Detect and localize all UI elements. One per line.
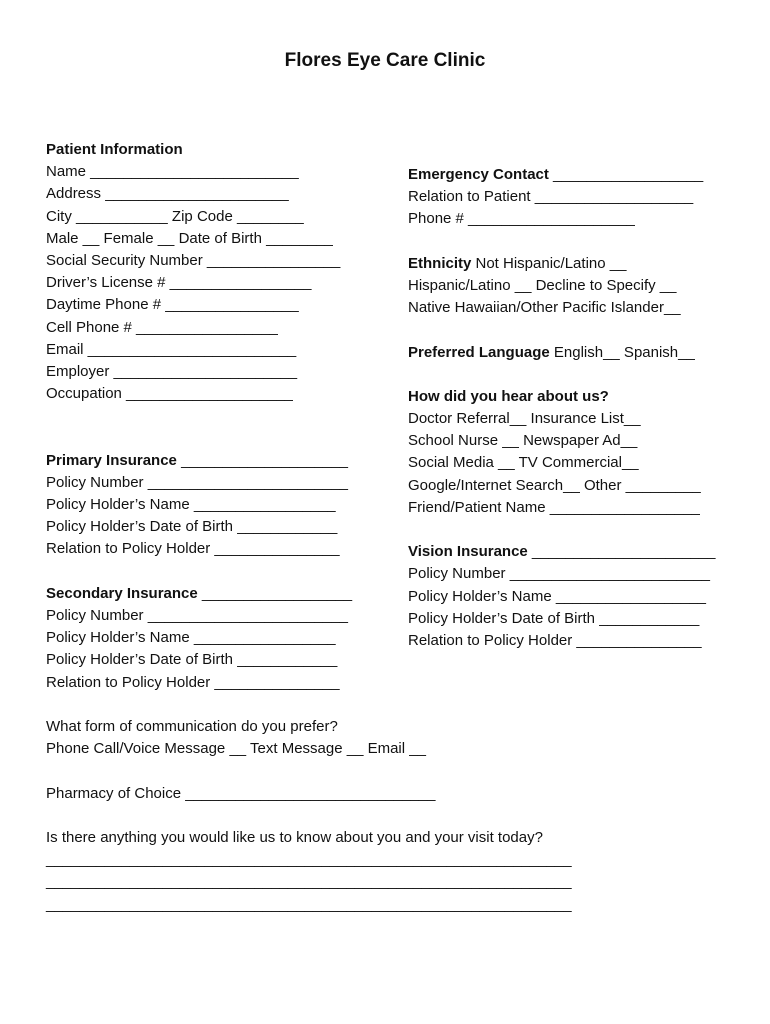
pharmacy-field[interactable]: Pharmacy of Choice ______________________________ [46, 784, 436, 802]
emergency-relation-field[interactable]: Relation to Patient ___________________ [408, 188, 694, 206]
vision-insurance-field[interactable] [408, 541, 715, 563]
ethnicity-field[interactable] [408, 253, 715, 275]
secondary-insurance-field[interactable] [46, 583, 352, 605]
ethnicity-option-not-hispanic[interactable]: Not Hispanic/Latino __ [471, 254, 627, 272]
email-field[interactable]: Email _________________________ [46, 340, 297, 358]
spacer [408, 519, 715, 541]
secondary-insurance-heading: Secondary Insurance [46, 584, 198, 602]
ethnicity-options-line-1[interactable]: Hispanic/Latino __ Decline to Specify __ [408, 276, 677, 294]
primary-insurance-heading: Primary Insurance [46, 451, 177, 469]
spacer [46, 805, 572, 827]
primary-relation-field[interactable]: Relation to Policy Holder _______________ [46, 540, 340, 558]
primary-insurance-blank[interactable]: ____________________ [176, 451, 348, 469]
emergency-phone-field[interactable]: Phone # ____________________ [408, 210, 635, 228]
referral-options-line-1[interactable]: Doctor Referral__ Insurance List__ [408, 410, 641, 428]
referral-options-line-2[interactable]: School Nurse __ Newspaper Ad__ [408, 432, 638, 450]
secondary-relation-field[interactable]: Relation to Policy Holder _______________ [46, 673, 340, 691]
secondary-holder-dob-field[interactable]: Policy Holder’s Date of Birth ____________ [46, 651, 338, 669]
ethnicity-options-line-2[interactable]: Native Hawaiian/Other Pacific Islander__ [408, 299, 681, 317]
emergency-contact-field[interactable] [408, 164, 715, 186]
vision-relation-field[interactable]: Relation to Policy Holder _______________ [408, 631, 702, 649]
right-column [408, 164, 715, 652]
secondary-holder-name-field[interactable]: Policy Holder’s Name _________________ [46, 629, 336, 647]
vision-holder-dob-field[interactable]: Policy Holder’s Date of Birth ____________ [408, 609, 700, 627]
emergency-contact-heading: Emergency Contact [408, 166, 549, 183]
bottom-section [46, 716, 572, 916]
page-title: Flores Eye Care Clinic [284, 50, 486, 71]
employer-field[interactable]: Employer ______________________ [46, 362, 298, 380]
referral-heading: How did you hear about us? [408, 387, 609, 405]
anything-else-line-2[interactable]: _______________________________________________________________ [46, 873, 572, 891]
vision-insurance-blank[interactable]: ______________________ [527, 543, 716, 561]
name-field[interactable]: Name _________________________ [46, 163, 299, 181]
vision-policy-number-field[interactable]: Policy Number ________________________ [408, 565, 710, 583]
spacer [408, 364, 715, 386]
communication-options[interactable]: Phone Call/Voice Message __ Text Message __ Email __ [46, 740, 426, 758]
vision-insurance-heading: Vision Insurance [408, 543, 528, 561]
emergency-contact-blank[interactable]: __________________ [548, 166, 704, 183]
vision-holder-name-field[interactable]: Policy Holder’s Name __________________ [408, 587, 706, 605]
secondary-policy-number-field[interactable]: Policy Number ________________________ [46, 606, 348, 624]
patient-info-heading: Patient Information [46, 141, 183, 158]
communication-question: What form of communication do you prefer? [46, 718, 338, 735]
referral-options-line-3[interactable]: Social Media __ TV Commercial__ [408, 454, 639, 472]
spacer [46, 760, 572, 782]
anything-else-question: Is there anything you would like us to know about you and your visit today? [46, 828, 543, 846]
primary-holder-name-field[interactable]: Policy Holder’s Name _________________ [46, 496, 336, 513]
daytime-phone-field[interactable]: Daytime Phone # ________________ [46, 296, 299, 314]
language-field[interactable] [408, 342, 715, 364]
spacer [46, 561, 352, 583]
anything-else-line-3[interactable]: _______________________________________________________________ [46, 895, 572, 913]
ssn-field[interactable]: Social Security Number ________________ [46, 251, 341, 269]
spacer [408, 319, 715, 341]
spacer [46, 405, 352, 427]
language-heading: Preferred Language [408, 343, 550, 361]
cell-phone-field[interactable]: Cell Phone # _________________ [46, 318, 278, 336]
anything-else-line-1[interactable]: _______________________________________________________________ [46, 851, 572, 869]
ethnicity-heading: Ethnicity [408, 254, 472, 272]
primary-insurance-field[interactable] [46, 450, 352, 472]
occupation-field[interactable]: Occupation ____________________ [46, 385, 293, 403]
language-options[interactable]: English__ Spanish__ [549, 343, 695, 361]
spacer [46, 427, 352, 449]
sex-dob-field[interactable]: Male __ Female __ Date of Birth ________ [46, 229, 333, 247]
drivers-license-field[interactable]: Driver’s License # _________________ [46, 274, 312, 292]
secondary-insurance-blank[interactable]: __________________ [197, 584, 353, 602]
primary-policy-number-field[interactable]: Policy Number ________________________ [46, 473, 348, 491]
address-field[interactable]: Address ______________________ [46, 185, 289, 203]
referral-options-line-4[interactable]: Google/Internet Search__ Other _________ [408, 476, 701, 494]
city-zip-field[interactable]: City ___________ Zip Code ________ [46, 207, 304, 225]
spacer [408, 231, 715, 253]
left-column [46, 139, 352, 694]
primary-holder-dob-field[interactable]: Policy Holder’s Date of Birth ____________ [46, 518, 338, 536]
referral-friend-field[interactable]: Friend/Patient Name __________________ [408, 498, 700, 516]
